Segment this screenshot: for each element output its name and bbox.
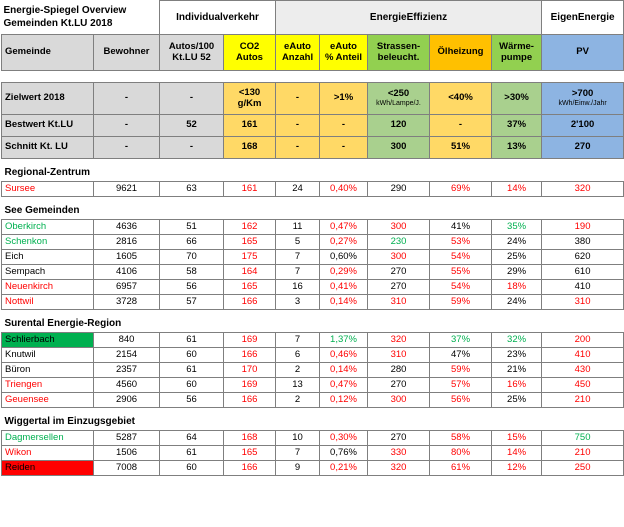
- cell-eauto: 6: [276, 348, 320, 363]
- gemeinde-name: Sempach: [2, 265, 94, 280]
- gemeinde-name: Schlierbach: [2, 333, 94, 348]
- cell-bewohner: 1506: [94, 446, 160, 461]
- cell-co2: 169: [224, 333, 276, 348]
- kpi-pv: 270: [542, 137, 624, 159]
- cell-co2: 169: [224, 378, 276, 393]
- cell-waerme: 35%: [492, 220, 542, 235]
- cell-bewohner: 7008: [94, 461, 160, 476]
- cell-eauto-pct: 0,47%: [320, 220, 368, 235]
- table-row: [2, 265, 624, 280]
- cell-bewohner: 4106: [94, 265, 160, 280]
- cell-waerme: 29%: [492, 265, 542, 280]
- cell-strassen: 320: [368, 333, 430, 348]
- spacer: [2, 71, 624, 83]
- cell-autos: 61: [160, 363, 224, 378]
- cell-strassen: 320: [368, 461, 430, 476]
- col-strassen: [368, 35, 430, 71]
- cell-pv: 190: [542, 220, 624, 235]
- kpi-co2: [224, 83, 276, 115]
- cell-pv: 430: [542, 363, 624, 378]
- table-row: [2, 220, 624, 235]
- cell-waerme: 14%: [492, 182, 542, 197]
- col-autos-line-1: Autos/100: [168, 41, 215, 53]
- cell-strassen: 230: [368, 235, 430, 250]
- col-eauto-line-2: Anzahl: [281, 51, 314, 63]
- gemeinde-name: Reiden: [2, 461, 94, 476]
- kpi-strassen-unit: kWh/Lampe/J.: [376, 99, 421, 107]
- cell-waerme: 14%: [492, 446, 542, 461]
- col-oelheizung: Ölheizung: [430, 35, 492, 71]
- table-row: [2, 431, 624, 446]
- cell-waerme: 24%: [492, 295, 542, 310]
- cell-eauto-pct: 0,27%: [320, 235, 368, 250]
- table-row: [2, 295, 624, 310]
- cell-bewohner: 4560: [94, 378, 160, 393]
- cell-strassen: 310: [368, 348, 430, 363]
- cell-pv: 210: [542, 446, 624, 461]
- cell-waerme: 21%: [492, 363, 542, 378]
- kpi-eauto-pct: -: [320, 115, 368, 137]
- cell-eauto: 7: [276, 250, 320, 265]
- col-strassen-line-2: beleucht.: [377, 51, 420, 63]
- cell-co2: 170: [224, 363, 276, 378]
- kpi-pv: 2'100: [542, 115, 624, 137]
- col-co2-line-2: Autos: [236, 51, 263, 63]
- cell-strassen: 280: [368, 363, 430, 378]
- kpi-row-schnitt: [2, 137, 624, 159]
- cell-eauto-pct: 1,37%: [320, 333, 368, 348]
- table-row: [2, 280, 624, 295]
- cell-bewohner: 1605: [94, 250, 160, 265]
- cell-pv: 410: [542, 280, 624, 295]
- section-see-gemeinden: See Gemeinden: [4, 205, 80, 216]
- kpi-strassen: 300: [368, 137, 430, 159]
- cell-autos: 70: [160, 250, 224, 265]
- gemeinde-name: Büron: [2, 363, 94, 378]
- cell-eauto-pct: 0,14%: [320, 363, 368, 378]
- kpi-oel: -: [430, 115, 492, 137]
- cell-autos: 66: [160, 235, 224, 250]
- cell-strassen: 300: [368, 220, 430, 235]
- gemeinde-name: Triengen: [2, 378, 94, 393]
- cell-bewohner: 840: [94, 333, 160, 348]
- cell-co2: 165: [224, 235, 276, 250]
- table-row: [2, 333, 624, 348]
- cell-co2: 161: [224, 182, 276, 197]
- cell-waerme: 32%: [492, 333, 542, 348]
- gemeinde-name: Knutwil: [2, 348, 94, 363]
- cell-strassen: 330: [368, 446, 430, 461]
- cell-strassen: 310: [368, 295, 430, 310]
- gemeinde-name: Wikon: [2, 446, 94, 461]
- kpi-eauto: -: [276, 137, 320, 159]
- kpi-waerme: >30%: [492, 83, 542, 115]
- cell-oel: 61%: [430, 461, 492, 476]
- title-line-2: Gemeinden Kt.LU 2018: [3, 18, 113, 29]
- table-row: [2, 182, 624, 197]
- table-row: [2, 393, 624, 408]
- cell-co2: 165: [224, 280, 276, 295]
- gemeinde-name: Nottwil: [2, 295, 94, 310]
- cell-pv: 210: [542, 393, 624, 408]
- kpi-label: Bestwert Kt.LU: [2, 115, 94, 137]
- cell-eauto-pct: 0,40%: [320, 182, 368, 197]
- kpi-co2: 168: [224, 137, 276, 159]
- cell-oel: 41%: [430, 220, 492, 235]
- col-eauto-line-1: eAuto: [284, 41, 311, 53]
- gemeinde-name: Dagmersellen: [2, 431, 94, 446]
- kpi-eauto: -: [276, 83, 320, 115]
- cell-bewohner: 2357: [94, 363, 160, 378]
- cell-eauto: 10: [276, 431, 320, 446]
- gemeinde-name: Sursee: [2, 182, 94, 197]
- cell-waerme: 15%: [492, 431, 542, 446]
- cell-eauto-pct: 0,12%: [320, 393, 368, 408]
- kpi-row-bestwert: [2, 115, 624, 137]
- cell-bewohner: 2154: [94, 348, 160, 363]
- cell-waerme: 23%: [492, 348, 542, 363]
- cell-co2: 162: [224, 220, 276, 235]
- cell-pv: 410: [542, 348, 624, 363]
- cell-bewohner: 9621: [94, 182, 160, 197]
- kpi-co2: 161: [224, 115, 276, 137]
- cell-oel: 58%: [430, 431, 492, 446]
- cell-eauto: 7: [276, 333, 320, 348]
- cell-co2: 164: [224, 265, 276, 280]
- col-gemeinde: Gemeinde: [2, 35, 94, 71]
- cell-pv: 750: [542, 431, 624, 446]
- cell-strassen: 270: [368, 265, 430, 280]
- gemeinde-name: Geuensee: [2, 393, 94, 408]
- cell-co2: 166: [224, 461, 276, 476]
- kpi-co2-value: <130: [238, 87, 261, 99]
- cell-oel: 57%: [430, 378, 492, 393]
- cell-autos: 56: [160, 280, 224, 295]
- cell-oel: 56%: [430, 393, 492, 408]
- gemeinde-name: Oberkirch: [2, 220, 94, 235]
- cell-co2: 166: [224, 393, 276, 408]
- cell-oel: 69%: [430, 182, 492, 197]
- kpi-waerme: 13%: [492, 137, 542, 159]
- kpi-pv-unit: kWh/Einw./Jahr: [558, 99, 607, 107]
- col-waermepumpe-line-2: pumpe: [500, 51, 533, 63]
- group-individualverkehr: Individualverkehr: [160, 1, 276, 35]
- cell-co2: 166: [224, 295, 276, 310]
- cell-oel: 80%: [430, 446, 492, 461]
- kpi-autos: -: [160, 137, 224, 159]
- table-row: [2, 348, 624, 363]
- cell-pv: 380: [542, 235, 624, 250]
- col-eauto-pct-line-2: % Anteil: [324, 51, 363, 63]
- cell-waerme: 25%: [492, 393, 542, 408]
- cell-oel: 54%: [430, 250, 492, 265]
- gemeinde-name: Eich: [2, 250, 94, 265]
- kpi-pv-value: >700: [571, 88, 594, 100]
- cell-strassen: 270: [368, 431, 430, 446]
- cell-eauto-pct: 0,46%: [320, 348, 368, 363]
- cell-eauto: 2: [276, 393, 320, 408]
- cell-waerme: 24%: [492, 235, 542, 250]
- col-autos-line-2: Kt.LU 52: [172, 51, 211, 63]
- cell-eauto: 7: [276, 265, 320, 280]
- gemeinde-name: Schenkon: [2, 235, 94, 250]
- cell-co2: 166: [224, 348, 276, 363]
- cell-bewohner: 2906: [94, 393, 160, 408]
- cell-eauto-pct: 0,76%: [320, 446, 368, 461]
- col-autos: [160, 35, 224, 71]
- cell-pv: 450: [542, 378, 624, 393]
- cell-bewohner: 5287: [94, 431, 160, 446]
- table-row: [2, 446, 624, 461]
- cell-pv: 610: [542, 265, 624, 280]
- cell-oel: 59%: [430, 295, 492, 310]
- cell-autos: 61: [160, 446, 224, 461]
- cell-autos: 56: [160, 393, 224, 408]
- cell-waerme: 18%: [492, 280, 542, 295]
- cell-co2: 168: [224, 431, 276, 446]
- kpi-eauto: -: [276, 115, 320, 137]
- cell-eauto-pct: 0,14%: [320, 295, 368, 310]
- cell-eauto-pct: 0,21%: [320, 461, 368, 476]
- cell-eauto-pct: 0,29%: [320, 265, 368, 280]
- cell-waerme: 16%: [492, 378, 542, 393]
- col-co2-line-1: CO2: [239, 41, 260, 53]
- kpi-bewohner: -: [94, 83, 160, 115]
- cell-eauto: 13: [276, 378, 320, 393]
- cell-eauto-pct: 0,30%: [320, 431, 368, 446]
- cell-autos: 57: [160, 295, 224, 310]
- kpi-strassen-value: <250: [387, 88, 410, 100]
- cell-bewohner: 3728: [94, 295, 160, 310]
- cell-pv: 620: [542, 250, 624, 265]
- kpi-bewohner: -: [94, 115, 160, 137]
- cell-autos: 60: [160, 461, 224, 476]
- cell-bewohner: 4636: [94, 220, 160, 235]
- table-row: [2, 363, 624, 378]
- group-energieeffizienz: EnergieEffizienz: [276, 1, 542, 35]
- kpi-co2-unit: g/Km: [237, 97, 262, 109]
- kpi-waerme: 37%: [492, 115, 542, 137]
- col-waermepumpe-line-1: Wärme-: [499, 41, 534, 53]
- cell-eauto: 7: [276, 446, 320, 461]
- cell-pv: 200: [542, 333, 624, 348]
- kpi-eauto-pct: -: [320, 137, 368, 159]
- table-row: [2, 235, 624, 250]
- col-eauto: [276, 35, 320, 71]
- gemeinde-name: Neuenkirch: [2, 280, 94, 295]
- section-regional-zentrum: Regional-Zentrum: [4, 167, 91, 178]
- kpi-row-zielwert: [2, 83, 624, 115]
- page-title: [2, 1, 160, 35]
- cell-eauto: 11: [276, 220, 320, 235]
- cell-autos: 51: [160, 220, 224, 235]
- cell-oel: 54%: [430, 280, 492, 295]
- cell-strassen: 270: [368, 378, 430, 393]
- cell-bewohner: 6957: [94, 280, 160, 295]
- cell-oel: 53%: [430, 235, 492, 250]
- cell-co2: 165: [224, 446, 276, 461]
- kpi-bewohner: -: [94, 137, 160, 159]
- cell-oel: 37%: [430, 333, 492, 348]
- cell-eauto-pct: 0,47%: [320, 378, 368, 393]
- section-surental: Surental Energie-Region: [4, 318, 122, 329]
- table-row: [2, 250, 624, 265]
- cell-waerme: 12%: [492, 461, 542, 476]
- title-line-1: Energie-Spiegel Overview: [3, 4, 127, 16]
- cell-pv: 320: [542, 182, 624, 197]
- cell-eauto: 3: [276, 295, 320, 310]
- cell-eauto: 9: [276, 461, 320, 476]
- cell-autos: 60: [160, 348, 224, 363]
- cell-strassen: 300: [368, 393, 430, 408]
- table-row: [2, 461, 624, 476]
- kpi-oel: <40%: [430, 83, 492, 115]
- cell-autos: 61: [160, 333, 224, 348]
- cell-strassen: 290: [368, 182, 430, 197]
- cell-eauto: 24: [276, 182, 320, 197]
- col-eauto-pct: [320, 35, 368, 71]
- kpi-autos: 52: [160, 115, 224, 137]
- cell-autos: 60: [160, 378, 224, 393]
- col-bewohner: Bewohner: [94, 35, 160, 71]
- cell-eauto-pct: 0,41%: [320, 280, 368, 295]
- cell-pv: 250: [542, 461, 624, 476]
- cell-bewohner: 2816: [94, 235, 160, 250]
- energie-spiegel-table: [1, 0, 624, 476]
- section-wiggertal: Wiggertal im Einzugsgebiet: [4, 416, 135, 427]
- kpi-strassen: 120: [368, 115, 430, 137]
- cell-waerme: 25%: [492, 250, 542, 265]
- cell-autos: 63: [160, 182, 224, 197]
- cell-oel: 59%: [430, 363, 492, 378]
- cell-eauto: 5: [276, 235, 320, 250]
- col-co2: [224, 35, 276, 71]
- cell-oel: 55%: [430, 265, 492, 280]
- table-row: [2, 378, 624, 393]
- cell-co2: 175: [224, 250, 276, 265]
- col-strassen-line-1: Strassen-: [376, 41, 421, 53]
- kpi-eauto-pct: >1%: [320, 83, 368, 115]
- group-eigenenergie: EigenEnergie: [542, 1, 624, 35]
- cell-strassen: 300: [368, 250, 430, 265]
- col-waermepumpe: [492, 35, 542, 71]
- cell-oel: 47%: [430, 348, 492, 363]
- kpi-label: Schnitt Kt. LU: [2, 137, 94, 159]
- kpi-strassen: [368, 83, 430, 115]
- cell-pv: 310: [542, 295, 624, 310]
- col-pv: PV: [542, 35, 624, 71]
- kpi-pv: [542, 83, 624, 115]
- kpi-label: Zielwert 2018: [2, 83, 94, 115]
- cell-eauto: 2: [276, 363, 320, 378]
- col-eauto-pct-line-1: eAuto: [330, 41, 357, 53]
- kpi-autos: -: [160, 83, 224, 115]
- cell-strassen: 270: [368, 280, 430, 295]
- kpi-oel: 51%: [430, 137, 492, 159]
- cell-autos: 64: [160, 431, 224, 446]
- cell-autos: 58: [160, 265, 224, 280]
- cell-eauto-pct: 0,60%: [320, 250, 368, 265]
- cell-eauto: 16: [276, 280, 320, 295]
